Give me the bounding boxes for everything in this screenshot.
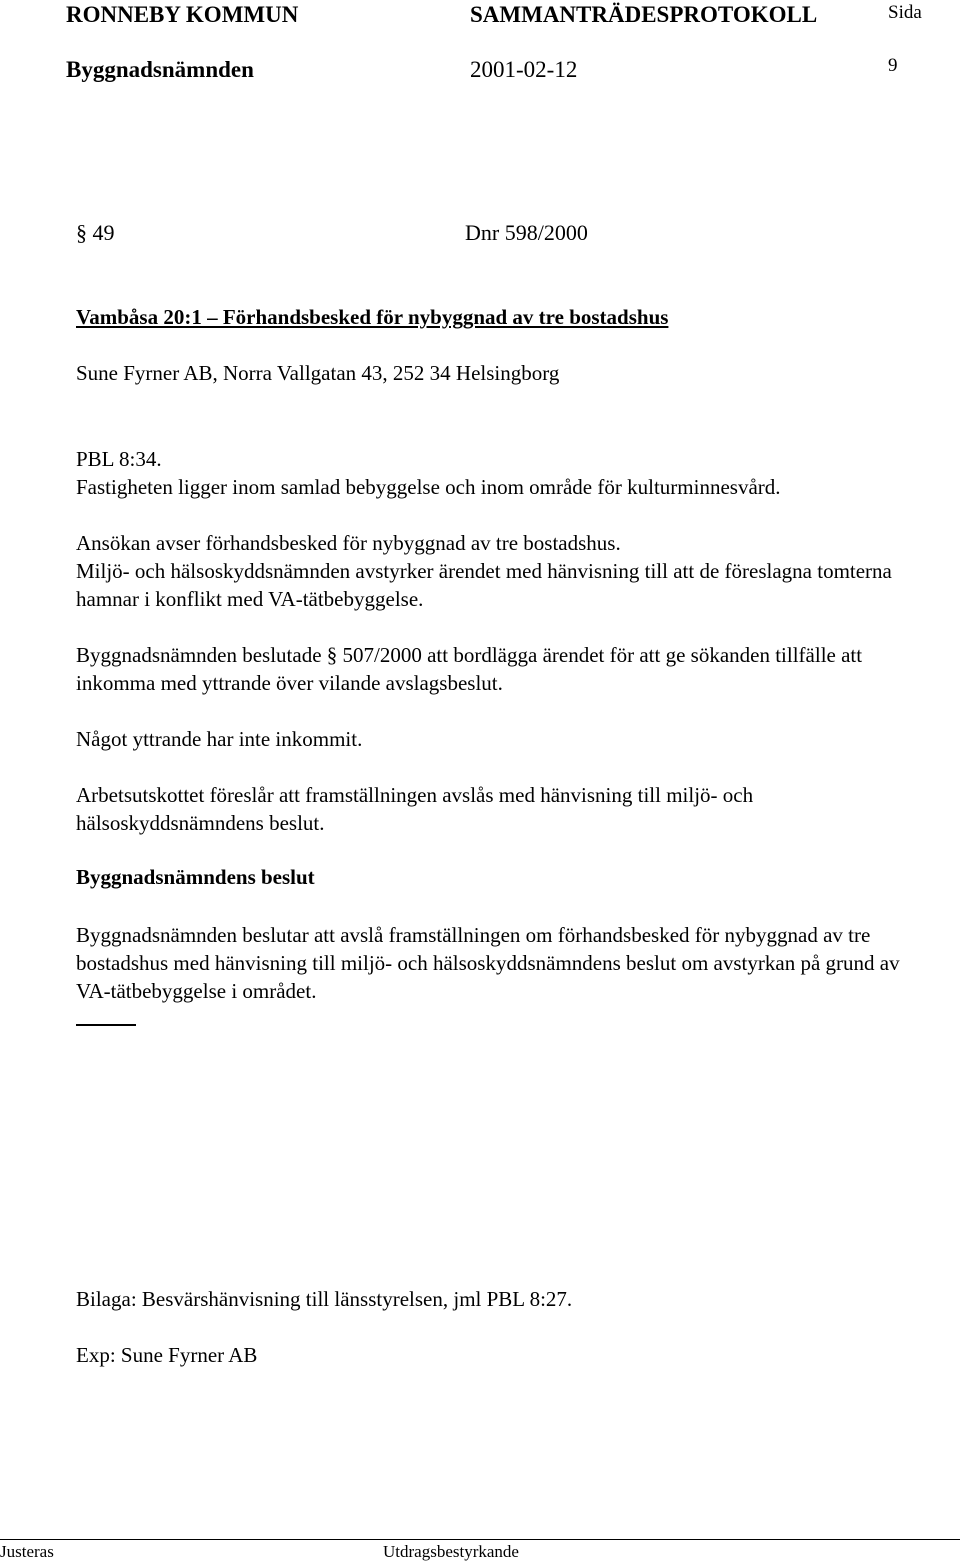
meeting-date: 2001-02-12 xyxy=(470,57,578,82)
footer-utdragsbestyrkande: Utdragsbestyrkande xyxy=(383,1542,519,1561)
decision-text: Byggnadsnämnden beslutar att avslå framställningen om förhandsbesked för nybyggnad av tre bostadshus med hänvisning till miljö- och hälsoskyddsnämndens beslut om avstyrkan på grund av VA-tätbebyggelse i området. xyxy=(76,923,900,1003)
document-type: SAMMANTRÄDESPROTOKOLL xyxy=(470,2,818,27)
working-committee-proposal: Arbetsutskottet föreslår att framställningen avslås med hänvisning till miljö- och hälsoskyddsnämndens beslut. xyxy=(76,783,754,835)
page-label: Sida xyxy=(888,2,922,23)
environment-board-opinion: Miljö- och hälsoskyddsnämnden avstyrker ärendet med hänvisning till att de föreslagna tomterna hamnar i konflikt med VA-tätbebyggelse. xyxy=(76,559,892,611)
case-number: Dnr 598/2000 xyxy=(465,220,588,245)
separator-line xyxy=(76,1024,136,1026)
attachment-note: Bilaga: Besvärshänvisning till länsstyrelsen, jml PBL 8:27. xyxy=(76,1287,573,1311)
tabling-decision: Byggnadsnämnden beslutade § 507/2000 att bordlägga ärendet för att ge sökanden tillfälle att inkomma med yttrande över vilande avslagsbeslut. xyxy=(76,643,863,695)
municipality-name: RONNEBY KOMMUN xyxy=(66,2,299,27)
decision-heading: Byggnadsnämndens beslut xyxy=(76,865,315,889)
property-description: Fastigheten ligger inom samlad bebyggelse och inom område för kulturminnesvård. xyxy=(76,475,781,499)
dispatch-note: Exp: Sune Fyrner AB xyxy=(76,1343,258,1367)
applicant-address: Sune Fyrner AB, Norra Vallgatan 43, 252 34 Helsingborg xyxy=(76,361,560,385)
committee-name: Byggnadsnämnden xyxy=(66,57,254,82)
footer-justeras: Justeras xyxy=(0,1542,54,1561)
footer-rule xyxy=(0,1539,960,1540)
no-statement-note: Något yttrande har inte inkommit. xyxy=(76,727,363,751)
pbl-reference: PBL 8:34. xyxy=(76,447,162,471)
page-number: 9 xyxy=(888,55,898,76)
case-title: Vambåsa 20:1 – Förhandsbesked för nybyggnad av tre bostadshus xyxy=(76,305,669,329)
paragraph-number: § 49 xyxy=(76,220,115,245)
application-summary: Ansökan avser förhandsbesked för nybyggnad av tre bostadshus. xyxy=(76,531,621,555)
